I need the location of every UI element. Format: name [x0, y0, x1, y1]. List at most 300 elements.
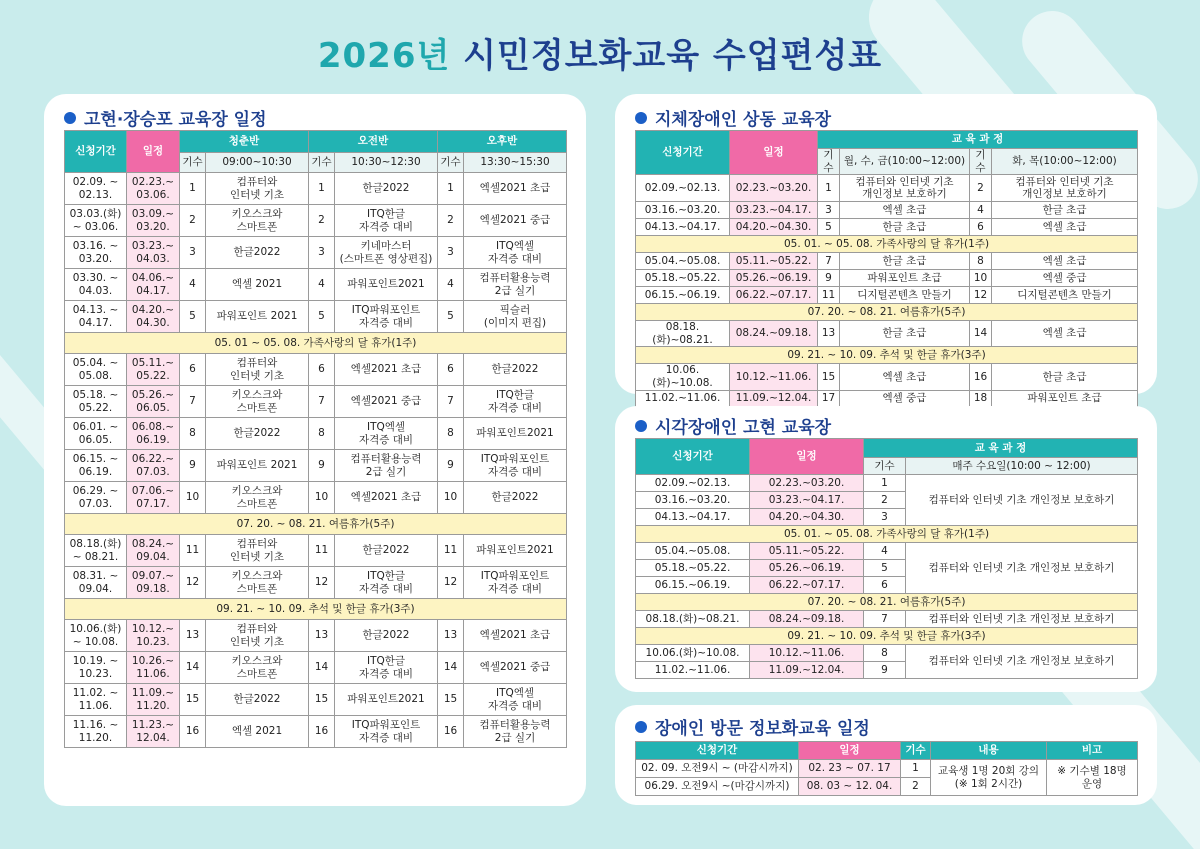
course-name: 컴퓨터와 인터넷 기초 개인정보 보호하기 — [906, 645, 1138, 679]
term-number: 11 — [438, 535, 464, 567]
col-schedule: 일정 — [127, 131, 180, 173]
col-course: 교 육 과 정 — [818, 131, 1138, 149]
course-name: 한글2022 — [335, 173, 438, 205]
apply-period: 10.06.(화)~10.08. — [636, 645, 750, 662]
break-row — [65, 599, 567, 620]
apply-period: 03.03.(화) ~ 03.06. — [65, 205, 127, 237]
table-row — [65, 237, 567, 269]
break-label: 07. 20. ~ 08. 21. 여름휴가(5주) — [65, 514, 567, 535]
term-number: 16 — [438, 716, 464, 748]
term-number: 6 — [438, 354, 464, 386]
apply-period: 08.18.(화)~08.21. — [636, 611, 750, 628]
apply-period: 03.16.~03.20. — [636, 202, 730, 219]
col-morning: 오전반 — [309, 131, 438, 153]
term-number: 10 — [180, 482, 206, 514]
class-schedule: 04.06.~ 04.17. — [127, 269, 180, 301]
class-schedule: 08.24.~09.18. — [750, 611, 864, 628]
course-name: 엑셀2021 중급 — [335, 386, 438, 418]
term-number: 7 — [180, 386, 206, 418]
table-row — [636, 611, 1138, 628]
term-number: 11 — [818, 287, 840, 304]
table-row — [636, 321, 1138, 347]
course-name: 한글 초급 — [840, 219, 970, 236]
term-number: 8 — [309, 418, 335, 450]
course-name: 엑셀2021 초급 — [335, 482, 438, 514]
table-row — [65, 205, 567, 237]
col-schedule: 일정 — [750, 439, 864, 475]
term-number: 15 — [309, 684, 335, 716]
apply-period: 05.04.~05.08. — [636, 253, 730, 270]
apply-period: 10.06.(화)~10.08. — [636, 364, 730, 390]
col-course: 교 육 과 정 — [864, 439, 1138, 458]
term-number: 12 — [970, 287, 992, 304]
term-number: 10 — [438, 482, 464, 514]
course-name: 엑셀2021 중급 — [464, 205, 567, 237]
term-number: 4 — [180, 269, 206, 301]
term-number: 2 — [970, 175, 992, 202]
course-name: 한글2022 — [206, 237, 309, 269]
class-schedule: 11.09.~12.04. — [730, 390, 818, 407]
course-name: 픽슬러 (이미지 편집) — [464, 301, 567, 333]
col-term: 기수 — [970, 149, 992, 175]
course-name: ITQ파워포인트 자격증 대비 — [335, 301, 438, 333]
class-schedule: 03.09.~ 03.20. — [127, 205, 180, 237]
break-row — [636, 347, 1138, 364]
term-number: 8 — [864, 645, 906, 662]
class-schedule: 05.26.~06.19. — [730, 270, 818, 287]
term-number: 5 — [180, 301, 206, 333]
term-number: 2 — [438, 205, 464, 237]
term-number: 1 — [818, 175, 840, 202]
apply-period: 08.18.(화) ~ 08.21. — [65, 535, 127, 567]
course-name: 한글2022 — [335, 620, 438, 652]
term-number: 3 — [864, 509, 906, 526]
term-number: 7 — [864, 611, 906, 628]
course-name: 컴퓨터와 인터넷 기초 — [206, 535, 309, 567]
term-number: 9 — [818, 270, 840, 287]
visit-apply: 06.29. 오전9시 ~(마감시까지) — [636, 778, 799, 796]
course-name: ITQ한글 자격증 대비 — [464, 386, 567, 418]
table-row — [65, 301, 567, 333]
col-schedule: 일정 — [730, 131, 818, 175]
table-row — [65, 173, 567, 205]
col-note: 비고 — [1047, 742, 1138, 760]
term-number: 4 — [970, 202, 992, 219]
table-row — [65, 535, 567, 567]
term-number: 3 — [180, 237, 206, 269]
course-name: 엑셀 초급 — [840, 364, 970, 390]
term-number: 3 — [309, 237, 335, 269]
term-number: 12 — [309, 567, 335, 599]
term-number: 13 — [309, 620, 335, 652]
apply-period: 03.16.~03.20. — [636, 492, 750, 509]
class-schedule: 07.06.~ 07.17. — [127, 482, 180, 514]
course-name: 엑셀 초급 — [992, 253, 1138, 270]
apply-period: 11.02.~11.06. — [636, 390, 730, 407]
break-row — [65, 333, 567, 354]
course-name: 한글 초급 — [992, 364, 1138, 390]
course-name: 키네마스터 (스마트폰 영상편집) — [335, 237, 438, 269]
break-label: 05. 01. ~ 05. 08. 가족사랑의 달 휴가(1주) — [636, 526, 1138, 543]
course-name: 한글 초급 — [840, 253, 970, 270]
term-number: 15 — [818, 364, 840, 390]
course-name: 키오스크와 스마트폰 — [206, 205, 309, 237]
course-name: 파워포인트 2021 — [206, 301, 309, 333]
break-row — [636, 628, 1138, 645]
class-schedule: 06.22.~07.17. — [730, 287, 818, 304]
class-schedule: 04.20.~04.30. — [730, 219, 818, 236]
bullet-icon — [635, 112, 647, 124]
class-schedule: 02.23.~ 03.06. — [127, 173, 180, 205]
term-number: 2 — [180, 205, 206, 237]
visit-table — [635, 741, 1138, 796]
course-name: 한글2022 — [464, 354, 567, 386]
term-number: 4 — [438, 269, 464, 301]
course-name: 파워포인트2021 — [335, 684, 438, 716]
bullet-icon — [635, 721, 647, 733]
left-panel — [44, 94, 586, 806]
course-name: 키오스크와 스마트폰 — [206, 652, 309, 684]
col-term: 기수 — [901, 742, 931, 760]
break-row — [636, 304, 1138, 321]
class-schedule: 05.11.~05.22. — [750, 543, 864, 560]
col-afternoon-time: 13:30~15:30 — [464, 153, 567, 173]
col-time: 매주 수요일(10:00 ~ 12:00) — [906, 458, 1138, 475]
class-schedule: 10.12.~11.06. — [730, 364, 818, 390]
apply-period: 02.09.~02.13. — [636, 175, 730, 202]
course-name: 컴퓨터와 인터넷 기초 — [206, 173, 309, 205]
class-schedule: 05.26.~06.19. — [750, 560, 864, 577]
visit-term: 2 — [901, 778, 931, 796]
course-name: 파워포인트2021 — [335, 269, 438, 301]
course-name: 파워포인트 2021 — [206, 450, 309, 482]
col-term: 기수 — [438, 153, 464, 173]
break-label: 07. 20. ~ 08. 21. 여름휴가(5주) — [636, 594, 1138, 611]
apply-period: 05.04. ~ 05.08. — [65, 354, 127, 386]
apply-period: 10.06.(화) ~ 10.08. — [65, 620, 127, 652]
class-schedule: 06.08.~ 06.19. — [127, 418, 180, 450]
course-name: 한글2022 — [464, 482, 567, 514]
table-row — [65, 620, 567, 652]
break-label: 05. 01 ~ 05. 08. 가족사랑의 달 휴가(1주) — [65, 333, 567, 354]
term-number: 17 — [818, 390, 840, 407]
term-number: 3 — [438, 237, 464, 269]
apply-period: 04.13. ~ 04.17. — [65, 301, 127, 333]
term-number: 14 — [309, 652, 335, 684]
title-year: 2026년 — [317, 36, 451, 76]
class-schedule: 10.26.~ 11.06. — [127, 652, 180, 684]
table-row — [65, 482, 567, 514]
class-schedule: 03.23.~ 04.03. — [127, 237, 180, 269]
apply-period: 06.15. ~ 06.19. — [65, 450, 127, 482]
term-number: 18 — [970, 390, 992, 407]
term-number: 12 — [180, 567, 206, 599]
term-number: 5 — [438, 301, 464, 333]
visual-table — [635, 438, 1138, 679]
course-name: 엑셀2021 중급 — [464, 652, 567, 684]
term-number: 3 — [818, 202, 840, 219]
term-number: 6 — [864, 577, 906, 594]
col-term: 기수 — [309, 153, 335, 173]
col-morning-time: 10:30~12:30 — [335, 153, 438, 173]
visit-schedule: 02. 23 ~ 07. 17 — [799, 760, 901, 778]
break-label: 09. 21. ~ 10. 09. 추석 및 한글 휴가(3주) — [636, 347, 1138, 364]
col-content: 내용 — [931, 742, 1047, 760]
col-mwf: 월, 수, 금(10:00~12:00) — [840, 149, 970, 175]
apply-period: 04.13.~04.17. — [636, 219, 730, 236]
course-name: ITQ파워포인트 자격증 대비 — [464, 450, 567, 482]
term-number: 15 — [438, 684, 464, 716]
class-schedule: 10.12.~11.06. — [750, 645, 864, 662]
apply-period: 05.04.~05.08. — [636, 543, 750, 560]
term-number: 7 — [438, 386, 464, 418]
table-row — [636, 645, 1138, 662]
course-name: ITQ엑셀 자격증 대비 — [464, 684, 567, 716]
break-row — [636, 526, 1138, 543]
course-name: 컴퓨터활용능력 2급 실기 — [335, 450, 438, 482]
class-schedule: 02.23.~03.20. — [750, 475, 864, 492]
class-schedule: 06.22.~ 07.03. — [127, 450, 180, 482]
course-name: 한글 초급 — [840, 321, 970, 347]
course-name: 디지털콘텐츠 만들기 — [840, 287, 970, 304]
term-number: 6 — [180, 354, 206, 386]
visit-note: ※ 기수별 18명 운영 — [1047, 760, 1138, 796]
table-row — [636, 202, 1138, 219]
col-term: 기수 — [864, 458, 906, 475]
class-schedule: 11.09.~ 11.20. — [127, 684, 180, 716]
break-label: 05. 01. ~ 05. 08. 가족사랑의 달 휴가(1주) — [636, 236, 1138, 253]
apply-period: 03.30. ~ 04.03. — [65, 269, 127, 301]
course-name: 엑셀2021 초급 — [464, 620, 567, 652]
term-number: 1 — [309, 173, 335, 205]
course-name: 한글 초급 — [992, 202, 1138, 219]
apply-period: 05.18.~05.22. — [636, 560, 750, 577]
break-label: 07. 20. ~ 08. 21. 여름휴가(5주) — [636, 304, 1138, 321]
class-schedule: 09.07.~ 09.18. — [127, 567, 180, 599]
course-name: 컴퓨터와 인터넷 기초 — [206, 620, 309, 652]
term-number: 2 — [864, 492, 906, 509]
term-number: 16 — [970, 364, 992, 390]
course-name: 컴퓨터와 인터넷 기초 개인정보 보호하기 — [840, 175, 970, 202]
course-name: 엑셀 2021 — [206, 716, 309, 748]
course-name: 엑셀 중급 — [840, 390, 970, 407]
apply-period: 02.09.~02.13. — [636, 475, 750, 492]
term-number: 13 — [180, 620, 206, 652]
apply-period: 05.18. ~ 05.22. — [65, 386, 127, 418]
term-number: 16 — [309, 716, 335, 748]
class-schedule: 03.23.~04.17. — [750, 492, 864, 509]
course-name: 한글2022 — [206, 418, 309, 450]
term-number: 12 — [438, 567, 464, 599]
apply-period: 08.18.(화)~08.21. — [636, 321, 730, 347]
term-number: 5 — [864, 560, 906, 577]
class-schedule: 03.23.~04.17. — [730, 202, 818, 219]
visit-panel — [615, 705, 1157, 805]
table-row — [65, 567, 567, 599]
break-row — [636, 594, 1138, 611]
table-row — [65, 269, 567, 301]
course-name: 컴퓨터와 인터넷 기초 개인정보 보호하기 — [906, 475, 1138, 526]
term-number: 14 — [438, 652, 464, 684]
class-schedule: 06.22.~07.17. — [750, 577, 864, 594]
class-schedule: 11.23.~ 12.04. — [127, 716, 180, 748]
term-number: 9 — [864, 662, 906, 679]
course-name: 엑셀 초급 — [992, 321, 1138, 347]
course-name: 컴퓨터활용능력 2급 실기 — [464, 269, 567, 301]
term-number: 13 — [818, 321, 840, 347]
class-schedule: 08.24.~ 09.04. — [127, 535, 180, 567]
break-label: 09. 21. ~ 10. 09. 추석 및 한글 휴가(3주) — [65, 599, 567, 620]
table-row — [636, 175, 1138, 202]
table-row — [65, 386, 567, 418]
class-schedule: 05.11.~ 05.22. — [127, 354, 180, 386]
class-schedule: 11.09.~12.04. — [750, 662, 864, 679]
term-number: 14 — [180, 652, 206, 684]
course-name: 엑셀2021 초급 — [464, 173, 567, 205]
course-name: 디지털콘텐츠 만들기 — [992, 287, 1138, 304]
table-row — [65, 684, 567, 716]
break-row — [65, 514, 567, 535]
break-row — [636, 236, 1138, 253]
term-number: 8 — [438, 418, 464, 450]
table-row — [65, 716, 567, 748]
sangdong-panel-heading: 지체장애인 상동 교육장 — [635, 105, 831, 130]
visit-content: 교육생 1명 20회 강의 (※ 1회 2시간) — [931, 760, 1047, 796]
course-name: 파워포인트 초급 — [840, 270, 970, 287]
table-row — [636, 253, 1138, 270]
course-name: 키오스크와 스마트폰 — [206, 567, 309, 599]
table-row — [636, 543, 1138, 560]
apply-period: 04.13.~04.17. — [636, 509, 750, 526]
table-row — [636, 270, 1138, 287]
apply-period: 11.16. ~ 11.20. — [65, 716, 127, 748]
course-name: 컴퓨터활용능력 2급 실기 — [464, 716, 567, 748]
class-schedule: 04.20.~ 04.30. — [127, 301, 180, 333]
class-schedule: 05.11.~05.22. — [730, 253, 818, 270]
term-number: 1 — [864, 475, 906, 492]
class-schedule: 08.24.~09.18. — [730, 321, 818, 347]
apply-period: 02.09. ~ 02.13. — [65, 173, 127, 205]
course-name: 컴퓨터와 인터넷 기초 개인정보 보호하기 — [906, 543, 1138, 594]
bullet-icon — [635, 420, 647, 432]
col-afternoon: 오후반 — [438, 131, 567, 153]
class-schedule: 10.12.~ 10.23. — [127, 620, 180, 652]
course-name: 파워포인트2021 — [464, 418, 567, 450]
term-number: 7 — [309, 386, 335, 418]
visual-panel-heading: 시각장애인 고현 교육장 — [635, 413, 831, 438]
course-name: 파워포인트2021 — [464, 535, 567, 567]
term-number: 15 — [180, 684, 206, 716]
title-text: 시민정보화교육 수업편성표 — [463, 36, 883, 76]
course-name: 엑셀 중급 — [992, 270, 1138, 287]
table-row — [636, 219, 1138, 236]
course-name: 컴퓨터와 인터넷 기초 개인정보 보호하기 — [992, 175, 1138, 202]
course-name: ITQ한글 자격증 대비 — [335, 652, 438, 684]
col-youth-time: 09:00~10:30 — [206, 153, 309, 173]
course-name: 한글2022 — [206, 684, 309, 716]
apply-period: 06.15.~06.19. — [636, 287, 730, 304]
term-number: 11 — [180, 535, 206, 567]
break-label: 09. 21. ~ 10. 09. 추석 및 한글 휴가(3주) — [636, 628, 1138, 645]
term-number: 5 — [818, 219, 840, 236]
course-name: 파워포인트 초급 — [992, 390, 1138, 407]
course-name: 키오스크와 스마트폰 — [206, 482, 309, 514]
bullet-icon — [64, 112, 76, 124]
course-name: ITQ파워포인트 자격증 대비 — [464, 567, 567, 599]
visit-schedule: 08. 03 ~ 12. 04. — [799, 778, 901, 796]
apply-period: 06.01. ~ 06.05. — [65, 418, 127, 450]
term-number: 11 — [309, 535, 335, 567]
course-name: 컴퓨터와 인터넷 기초 개인정보 보호하기 — [906, 611, 1138, 628]
apply-period: 06.15.~06.19. — [636, 577, 750, 594]
term-number: 1 — [180, 173, 206, 205]
table-row — [65, 450, 567, 482]
table-row — [636, 390, 1138, 407]
term-number: 10 — [309, 482, 335, 514]
table-row — [65, 354, 567, 386]
term-number: 9 — [180, 450, 206, 482]
col-youth: 청춘반 — [180, 131, 309, 153]
course-name: 컴퓨터와 인터넷 기초 — [206, 354, 309, 386]
term-number: 8 — [180, 418, 206, 450]
col-apply: 신청기간 — [65, 131, 127, 173]
table-row — [65, 652, 567, 684]
apply-period: 03.16. ~ 03.20. — [65, 237, 127, 269]
term-number: 6 — [970, 219, 992, 236]
apply-period: 06.29. ~ 07.03. — [65, 482, 127, 514]
table-row — [636, 475, 1138, 492]
visit-term: 1 — [901, 760, 931, 778]
col-term: 기수 — [818, 149, 840, 175]
visual-panel — [615, 406, 1157, 692]
apply-period: 10.19. ~ 10.23. — [65, 652, 127, 684]
term-number: 2 — [309, 205, 335, 237]
course-name: ITQ엑셀 자격증 대비 — [464, 237, 567, 269]
apply-period: 11.02. ~ 11.06. — [65, 684, 127, 716]
page-title — [0, 28, 1200, 77]
col-apply: 신청기간 — [636, 131, 730, 175]
table-row — [65, 418, 567, 450]
col-tt: 화, 목(10:00~12:00) — [992, 149, 1138, 175]
visit-apply: 02. 09. 오전9시 ~ (마감시까지) — [636, 760, 799, 778]
class-schedule: 02.23.~03.20. — [730, 175, 818, 202]
term-number: 13 — [438, 620, 464, 652]
term-number: 7 — [818, 253, 840, 270]
sangdong-panel — [615, 94, 1157, 405]
term-number: 5 — [309, 301, 335, 333]
course-name: ITQ한글 자격증 대비 — [335, 567, 438, 599]
class-schedule: 05.26.~ 06.05. — [127, 386, 180, 418]
course-name: 엑셀2021 초급 — [335, 354, 438, 386]
col-schedule: 일정 — [799, 742, 901, 760]
course-name: ITQ한글 자격증 대비 — [335, 205, 438, 237]
term-number: 6 — [309, 354, 335, 386]
term-number: 9 — [309, 450, 335, 482]
table-row — [636, 364, 1138, 390]
col-apply: 신청기간 — [636, 439, 750, 475]
term-number: 1 — [438, 173, 464, 205]
term-number: 14 — [970, 321, 992, 347]
apply-period: 05.18.~05.22. — [636, 270, 730, 287]
course-name: ITQ파워포인트 자격증 대비 — [335, 716, 438, 748]
term-number: 16 — [180, 716, 206, 748]
apply-period: 08.31. ~ 09.04. — [65, 567, 127, 599]
term-number: 4 — [309, 269, 335, 301]
term-number: 10 — [970, 270, 992, 287]
visit-panel-heading: 장애인 방문 정보화교육 일정 — [635, 714, 870, 739]
course-name: ITQ엑셀 자격증 대비 — [335, 418, 438, 450]
course-name: 엑셀 초급 — [840, 202, 970, 219]
